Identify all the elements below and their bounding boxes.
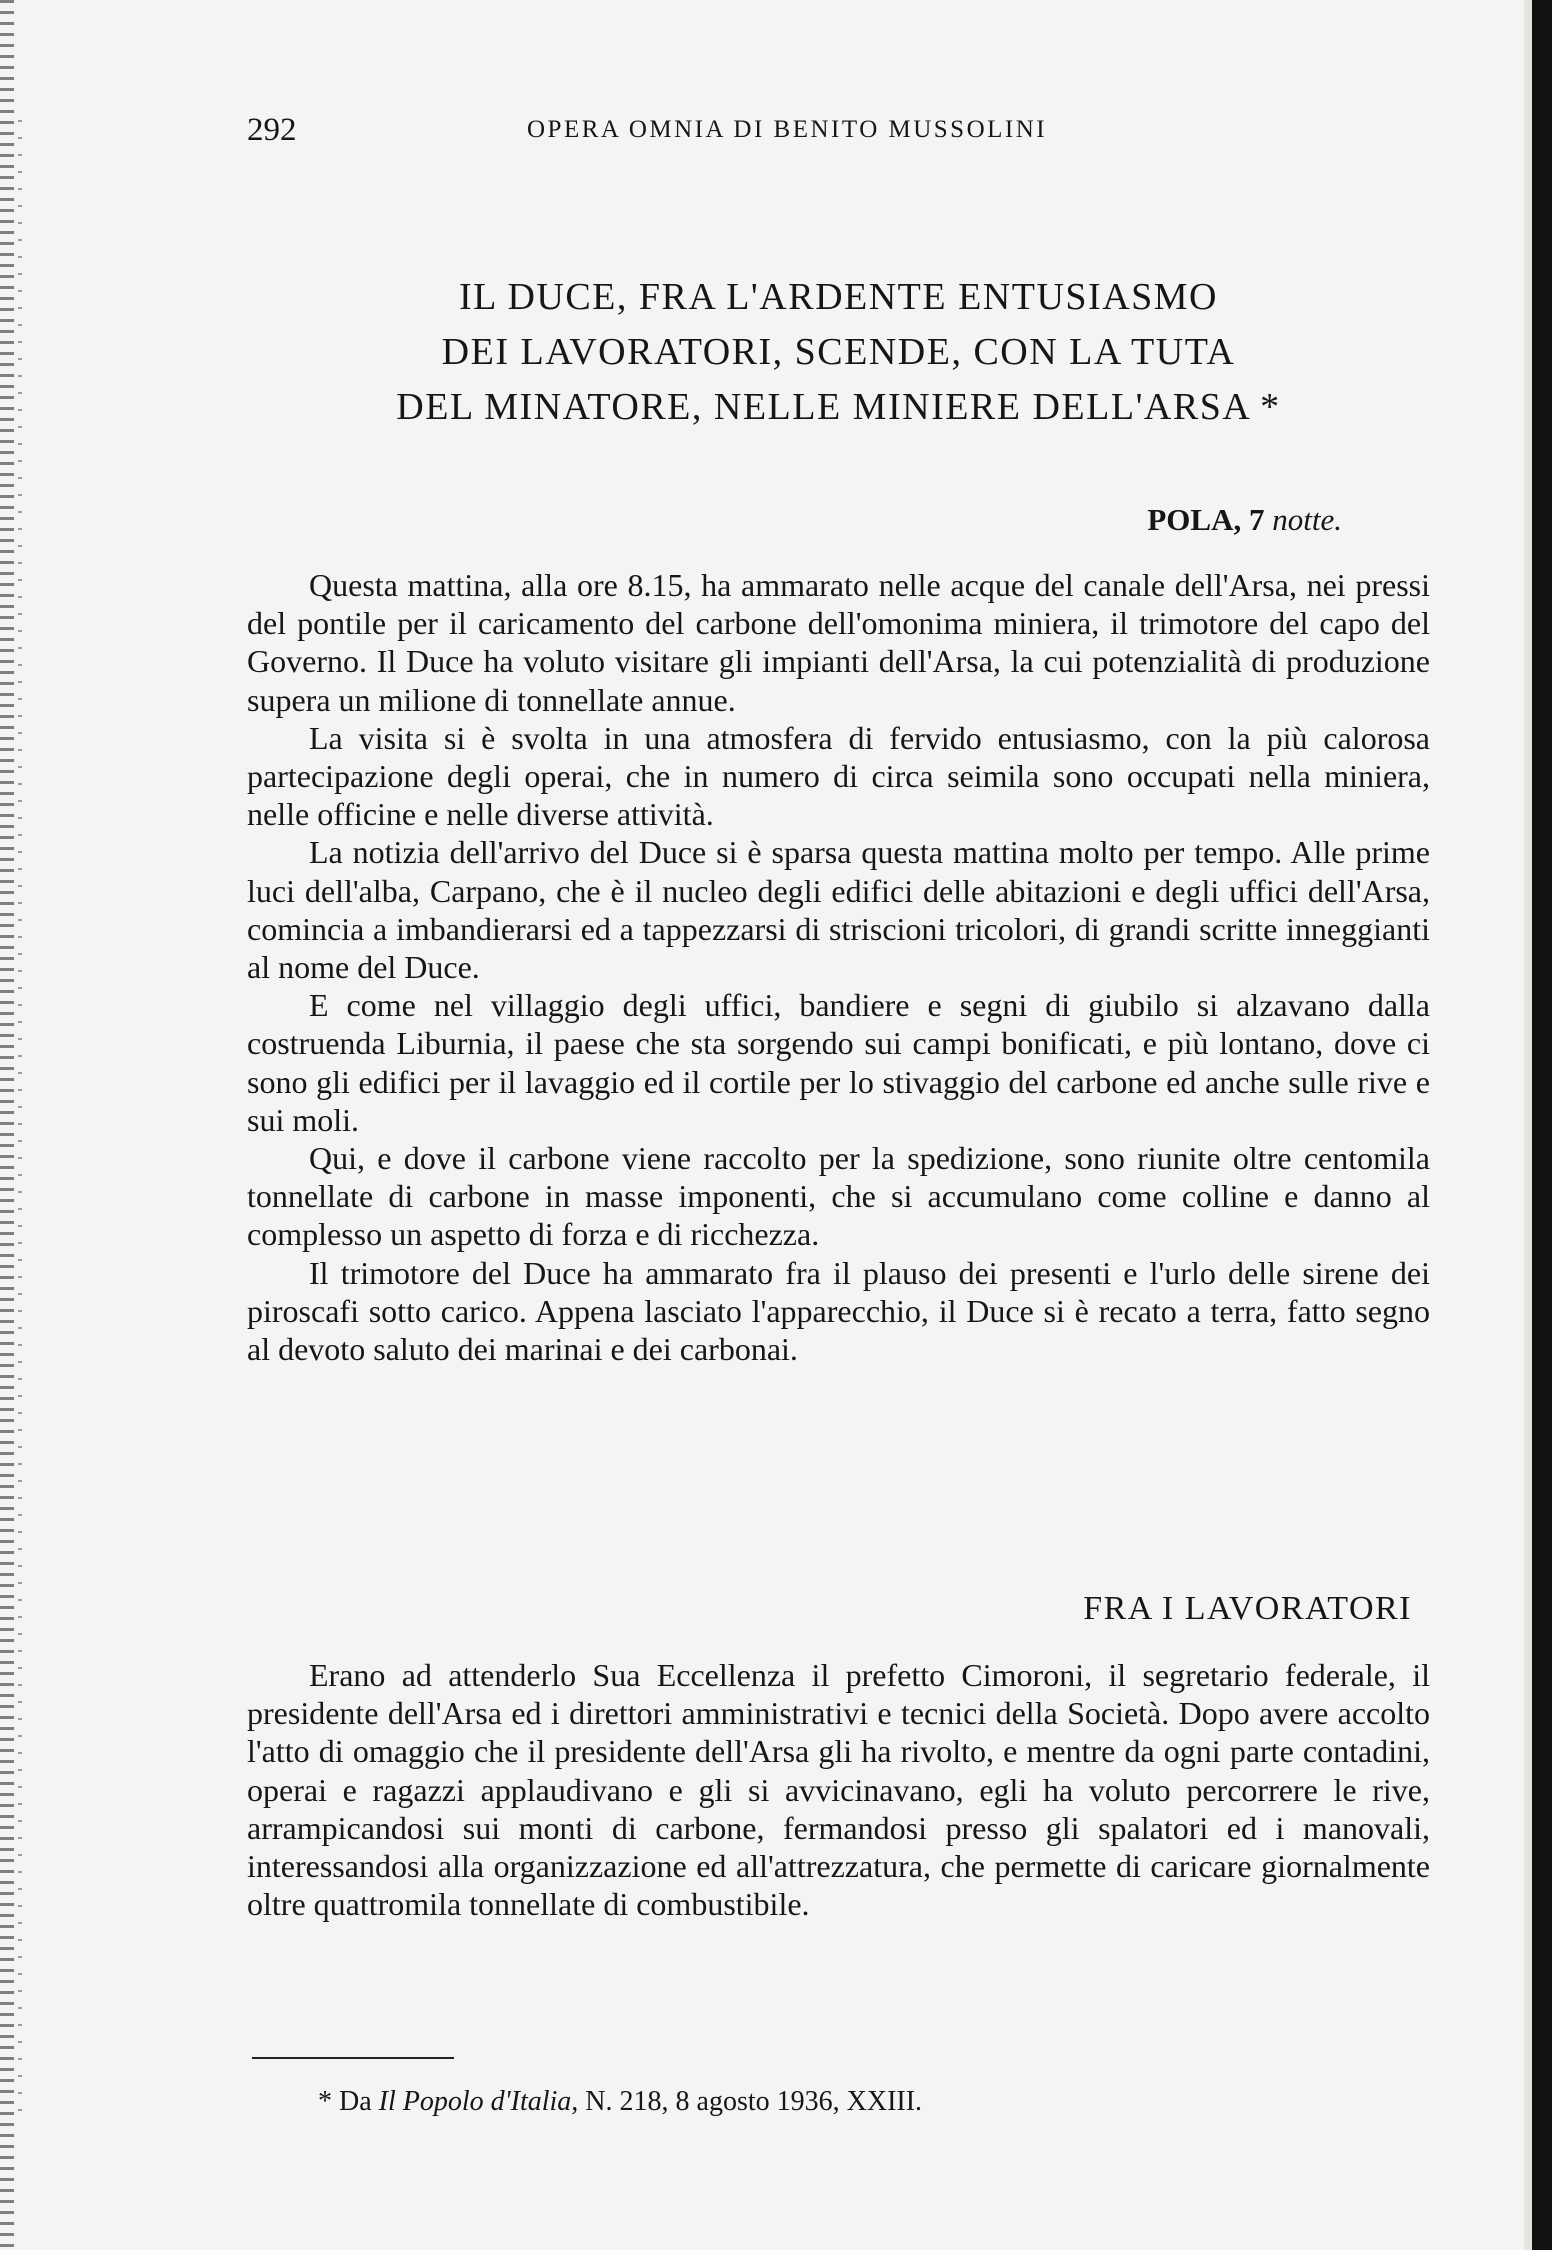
footnote-details: N. 218, 8 agosto 1936, XXIII. (585, 2086, 923, 2117)
running-title: OPERA OMNIA DI BENITO MUSSOLINI (527, 116, 1048, 143)
dateline-time: notte. (1272, 502, 1342, 537)
footnote-divider (252, 2057, 454, 2059)
scan-edge-right (1532, 0, 1552, 2250)
dateline-place: POLA, 7 (1147, 502, 1265, 537)
paragraph: Erano ad attenderlo Sua Eccellenza il prefetto Cimoroni, il segretario federale, il presidente dell'Arsa ed i direttori amministrativi e tecnici della Società. Dopo avere accolto l'atto di omaggio che il presidente dell'Arsa gli ha rivolto, e mentre da ogni parte contadini, operai e ragazzi applaudivano e gli si avvicinavano, egli ha voluto percorrere le rive, arrampicandosi sui monti di carbone, fermandosi presso gli spalatori ed i manovali, interessandosi alla organizzazione ed all'attrezzatura, che permette di caricare giornalmente oltre quattromila tonnellate di combustibile. (247, 1657, 1430, 1923)
section-heading: FRA I LAVORATORI (1083, 1590, 1412, 1627)
footnote (318, 2086, 1318, 2118)
footnote-source: Il Popolo d'Italia, (378, 2086, 579, 2117)
paragraph: La notizia dell'arrivo del Duce si è sparsa questa mattina molto per tempo. Alle prime luci dell'alba, Carpano, che è il nucleo degli edifici delle abitazioni e degli uffici dell'Arsa, comincia a imbandierarsi ed a tappezzarsi di striscioni tricolori, di grandi scritte inneggianti al nome del Duce. (247, 834, 1430, 986)
scan-edge-left (0, 0, 14, 2250)
page-number: 292 (247, 112, 297, 148)
title-line: DEL MINATORE, NELLE MINIERE DELL'ARSA * (396, 386, 1281, 428)
section-2-body (247, 1656, 1430, 1923)
paragraph: Qui, e dove il carbone viene raccolto per la spedizione, sono riunite oltre centomila tonnellate di carbone in masse imponenti, che si accumulano come colline e danno al complesso un aspetto di forza e di ricchezza. (247, 1140, 1430, 1253)
footnote-prefix: * Da (318, 2086, 372, 2117)
section-1-body (247, 566, 1430, 1368)
scan-edge-gap (1524, 0, 1532, 2250)
page-header (247, 112, 1247, 152)
title-line: IL DUCE, FRA L'ARDENTE ENTUSIASMO (459, 276, 1218, 318)
title-line: DEI LAVORATORI, SCENDE, CON LA TUTA (441, 331, 1236, 373)
article-title (247, 270, 1430, 435)
paragraph: Questa mattina, alla ore 8.15, ha ammarato nelle acque del canale dell'Arsa, nei pressi del pontile per il caricamento del carbone dell'omonima miniera, il trimotore del capo del Governo. Il Duce ha voluto visitare gli impianti dell'Arsa, la cui potenzialità di produzione supera un milione di tonnellate annue. (247, 567, 1430, 718)
paragraph: Il trimotore del Duce ha ammarato fra il plauso dei presenti e l'urlo delle sirene dei piroscafi sotto carico. Appena lasciato l'apparecchio, il Duce si è recato a terra, fatto segno al devoto saluto dei marinai e dei carbonai. (247, 1254, 1430, 1368)
dateline (1000, 502, 1342, 538)
scan-edge-marks (18, 120, 22, 2120)
paragraph: La visita si è svolta in una atmosfera di fervido entusiasmo, con la più calorosa partecipazione degli operai, che in numero di circa seimila sono occupati nella miniera, nelle officine e nelle diverse attività. (247, 719, 1430, 833)
paragraph: E come nel villaggio degli uffici, bandiere e segni di giubilo si alzavano dalla costruenda Liburnia, il paese che sta sorgendo sui campi bonificati, e più lontano, dove ci sono gli edifici per il lavaggio ed il cortile per lo stivaggio del carbone ed anche sulle rive e sui moli. (247, 987, 1430, 1138)
